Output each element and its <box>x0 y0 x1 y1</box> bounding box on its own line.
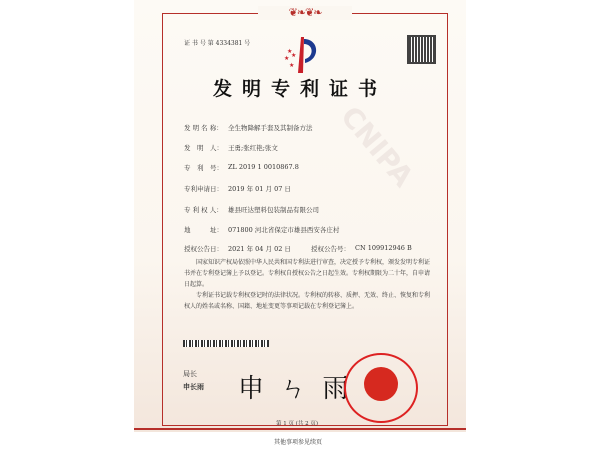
paragraph-grant: 国家知识产权局依照中华人民共和国专利法进行审查，决定授予专利权，颁发发明专利证书并在专利登记簿上予以登记。专利权自授权公告之日起生效。专利权期限为二十年，自申请日起算。 <box>184 259 431 288</box>
field-label: 发 明 名 称： <box>184 124 223 132</box>
announcement-value: CN 109912946 B <box>355 244 412 252</box>
field-value: 王勇;张红艳;张文 <box>228 144 278 152</box>
national-emblem-icon <box>364 367 398 401</box>
signature: 申 ㄣ 雨 <box>238 374 353 404</box>
field-value: 2021 年 04 月 02 日 <box>228 245 291 253</box>
field-label: 地 址： <box>184 226 223 234</box>
announcement-label: 授权公告号： <box>311 245 350 253</box>
page-number: 第 1 页 (共 2 页) <box>276 421 319 427</box>
cnipa-logo-icon <box>283 35 323 75</box>
qr-code <box>409 37 434 62</box>
svg-text:★: ★ <box>287 48 293 55</box>
page-title: 发明专利证书 <box>212 78 387 100</box>
signer-name: 申长雨 <box>183 382 204 391</box>
certificate-number: 证 书 号 第 4334381 号 <box>184 40 251 47</box>
field-label: 发 明 人： <box>184 144 223 152</box>
official-seal <box>344 353 418 423</box>
paragraph-notice: 专利证书记载专利权登记时的法律状况。专利权的转移、质押、无效、终止、恢复和专利权人的姓名或名称、国籍、地址变更等事项记载在专利登记簿上。 <box>184 292 431 310</box>
bottom-rule <box>134 428 466 430</box>
field-label: 专利申请日： <box>184 185 223 193</box>
field-value: 全生物降解手套及其制备方法 <box>228 124 313 132</box>
field-value: 071800 河北省保定市雄县西安各庄村 <box>228 226 340 234</box>
signer-title: 局长 <box>183 370 197 378</box>
field-value: 雄县旺达塑料包装制品有限公司 <box>228 206 319 214</box>
field-value: 2019 年 01 月 07 日 <box>228 185 291 193</box>
field-label: 授权公告日： <box>184 245 223 253</box>
watermark: CNIPA <box>334 99 420 194</box>
footer-note: 其他事项参见续页 <box>274 439 323 446</box>
ornament-icon: ❦❧❦❧ <box>258 6 352 20</box>
field-value: ZL 2019 1 0010867.8 <box>228 163 299 171</box>
field-label: 专 利 权 人： <box>184 206 223 214</box>
field-label: 专 利 号： <box>184 164 223 172</box>
svg-text:★: ★ <box>284 55 290 62</box>
svg-text:★: ★ <box>289 62 295 69</box>
svg-text:★: ★ <box>291 52 297 59</box>
barcode <box>183 340 269 347</box>
